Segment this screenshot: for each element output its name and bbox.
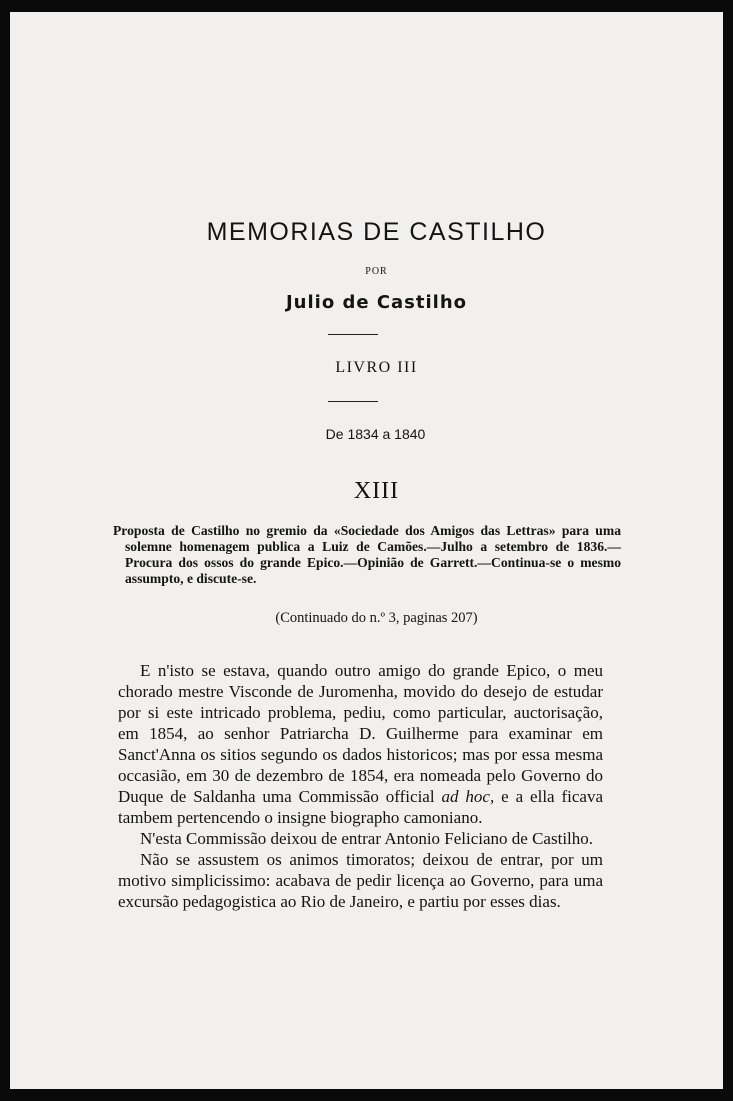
paragraph-1-part-b: e a ella ficava tambem pertencendo o insigne biographo camoniano. — [118, 787, 604, 827]
paragraph-1-part-a: E n'isto se estava, quando outro amigo do grande Epico, o meu chorado mestre Visconde de Juromenha, movido do desejo de estudar por si este intricado problema, pediu, como particular, auctorisação, em 1854, ao senhor Patriarcha D. Guilherme para examinar em Sanct'Anna os sitios segundo os dados historicos; mas por essa mesma occasião, em 30 de dezembro de 1854, era nomeada pelo Governo do Duque de Saldanha uma Commissão official — [118, 661, 603, 806]
chapter-number: XIII — [353, 478, 400, 504]
paragraph-1 — [118, 660, 603, 828]
date-range: De 1834 a 1840 — [325, 426, 426, 442]
paragraph-2: N'esta Commissão deixou de entrar Antonio Feliciano de Castilho. — [140, 829, 594, 848]
paragraph-1-italic: ad hoc, — [441, 787, 495, 806]
body-text — [118, 660, 603, 912]
page-title: MEMORIAS DE CASTILHO — [206, 218, 547, 246]
book-page — [10, 12, 723, 1089]
continued-note: (Continuado do n.º 3, paginas 207) — [275, 610, 478, 626]
book-label: LIVRO III — [335, 359, 418, 376]
paragraph-3: Não se assustem os animos timoratos; deixou de entrar, por um motivo simplicissimo: acabava de pedir licença ao Governo, para uma excursão pedagogistica ao Rio de Janeiro, e partiu por esses dias. — [118, 850, 603, 911]
divider-top — [328, 334, 378, 335]
by-label: POR — [365, 266, 388, 277]
chapter-summary: Proposta de Castilho no gremio da «Sociedade dos Amigos das Lettras» para uma solemne homenagem publica a Luiz de Camões.—Julho a setembro de 1836.—Procura dos ossos do grande Epico.—Opinião de Garrett.—Continua-se o mesmo assumpto, e discute-se. — [113, 523, 621, 586]
divider-bottom — [328, 401, 378, 402]
author-name: Julio de Castilho — [285, 292, 468, 313]
